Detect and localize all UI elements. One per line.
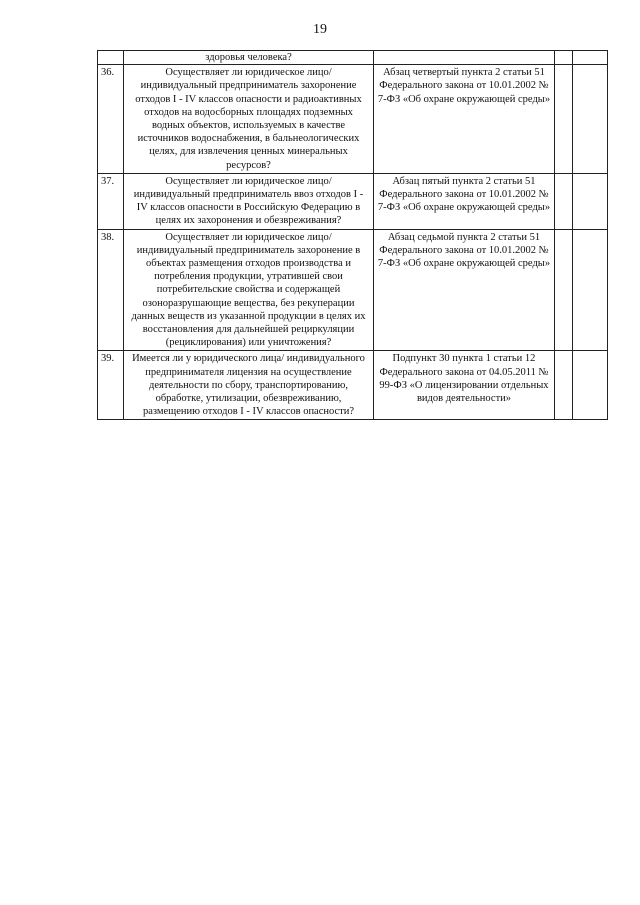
answer-cell-yes — [555, 351, 573, 420]
question-text: здоровья человека? — [205, 52, 292, 63]
row-number: 38. — [98, 229, 124, 351]
question-cell — [124, 351, 374, 420]
answer-cell-yes — [555, 65, 573, 174]
question-cell — [124, 173, 374, 229]
answer-cell-note — [573, 51, 608, 65]
answer-cell-yes — [555, 229, 573, 351]
table-row — [98, 173, 608, 229]
answer-cell-note — [573, 173, 608, 229]
table-row-continuation — [98, 51, 608, 65]
answer-cell-note — [573, 65, 608, 174]
question-text: Осуществляет ли юридическое лицо/ индивидуальный предприниматель захоронение в объектах размещения отходов производства и потребления продукции, утратившей свои потребительские свойства и содержащей озоноразрушающие вещества, без рекуперации данных веществ из указанной продукции в целях их восстановления для дальнейшей рециркуляции (рециклирования) или уничтожения? — [131, 231, 366, 349]
answer-cell-yes — [555, 173, 573, 229]
question-cell — [124, 229, 374, 351]
legal-reference-cell — [374, 351, 555, 420]
question-text: Имеется ли у юридического лица/ индивидуального предпринимателя лицензия на осуществление деятельности по сбору, транспортированию, обработке, утилизации, обезвреживанию, размещению отходов I - IV классов опасности? — [132, 353, 365, 418]
row-number-cell — [98, 51, 124, 65]
table-row — [98, 229, 608, 351]
legal-reference-cell — [374, 173, 555, 229]
legal-reference-text: Абзац четвертый пункта 2 статьи 51 Федерального закона от 10.01.2002 № 7-ФЗ «Об охране окружающей среды» — [377, 67, 551, 105]
answer-cell-note — [573, 351, 608, 420]
answer-cell-note — [573, 229, 608, 351]
legal-reference-cell — [374, 229, 555, 351]
row-number: 37. — [98, 173, 124, 229]
question-cell — [124, 51, 374, 65]
legal-reference-text: Абзац седьмой пункта 2 статьи 51 Федерального закона от 10.01.2002 № 7-ФЗ «Об охране окружающей среды» — [377, 231, 551, 270]
table-row — [98, 65, 608, 174]
legal-reference-text: Подпункт 30 пункта 1 статьи 12 Федерального закона от 04.05.2011 № 99-ФЗ «О лицензировании отдельных видов деятельности» — [379, 353, 549, 405]
legal-reference-text: Абзац пятый пункта 2 статьи 51 Федерального закона от 10.01.2002 № 7-ФЗ «Об охране окружающей среды» — [377, 175, 551, 214]
row-number: 39. — [98, 351, 124, 420]
legal-reference-cell — [374, 51, 555, 65]
question-cell — [124, 65, 374, 174]
question-text: Осуществляет ли юридическое лицо/ индивидуальный предприниматель захоронение отходов I - IV классов опасности и радиоактивных отходов на водосборных площадях подземных водных объектов, используемых в качестве источников водоснабжения, в бальнеологических целях, для извлечения ценных минеральных ресурсов? — [135, 67, 362, 171]
legal-reference-cell — [374, 65, 555, 174]
answer-cell-yes — [555, 51, 573, 65]
table-row — [98, 351, 608, 420]
row-number: 36. — [98, 65, 124, 174]
page-number: 19 — [313, 22, 327, 37]
question-text: Осуществляет ли юридическое лицо/ индивидуальный предприниматель ввоз отходов I - IV классов опасности в Российскую Федерацию в целях их захоронения и обезвреживания? — [133, 175, 364, 227]
checklist-table — [97, 50, 608, 420]
